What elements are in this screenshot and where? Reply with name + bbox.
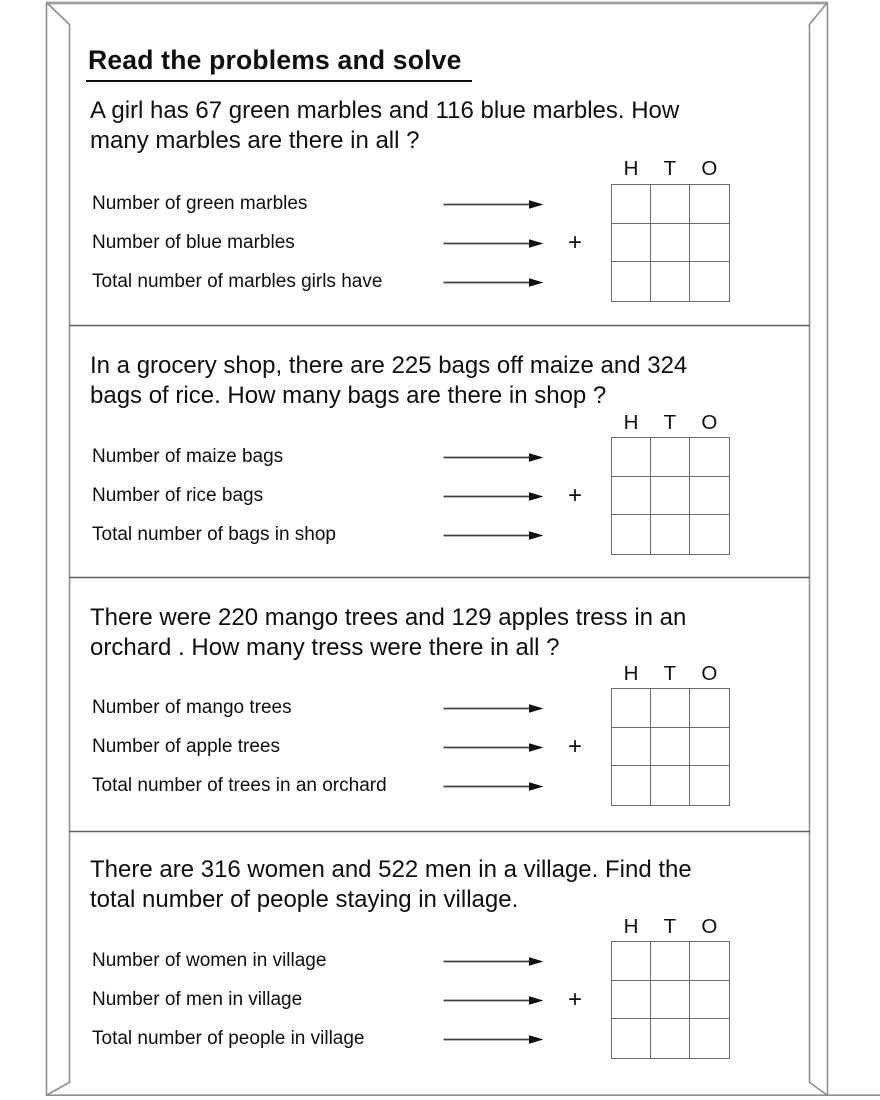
worksheet-row [0,516,880,555]
arrow-icon [443,529,544,542]
grid-cell[interactable] [651,224,690,263]
problem-statement [90,351,687,411]
problem-text-line: many marbles are there in all ? [90,127,420,154]
grid-cell[interactable] [612,224,651,263]
hundreds-label: H [623,915,639,938]
worksheet-row [0,688,880,727]
grid-cell[interactable] [690,262,729,301]
row-label: Total number of trees in an orchard [92,775,387,797]
grid-cell[interactable] [612,1019,651,1058]
row-label: Number of blue marbles [92,231,295,253]
grid-cell[interactable] [690,1019,729,1058]
problem-text-line: bags of rice. How many bags are there in shop ? [90,382,607,409]
grid-cell[interactable] [651,262,690,301]
arrow-icon [443,702,544,715]
place-value-grid [611,941,730,1059]
grid-cell[interactable] [690,438,729,477]
problem-3-section [0,577,880,831]
tens-label: T [663,411,677,434]
grid-cell[interactable] [612,262,651,301]
worksheet-row [0,1020,880,1059]
hundreds-label: H [623,157,639,180]
place-value-header [611,915,730,939]
grid-cell[interactable] [690,224,729,263]
arrow-icon [443,451,544,464]
grid-cell[interactable] [612,438,651,477]
row-label: Total number of bags in shop [92,524,336,546]
worksheet-row [0,437,880,476]
row-label: Number of rice bags [92,484,264,506]
worksheet-row [0,980,880,1019]
arrow-icon [443,994,544,1007]
worksheet-row [0,184,880,223]
row-label: Number of mango trees [92,696,292,718]
row-label: Number of maize bags [92,445,284,467]
problem-4-section [0,831,880,1096]
plus-sign: + [567,228,582,256]
worksheet-row [0,941,880,980]
place-value-header [611,411,730,435]
hundreds-label: H [623,411,639,434]
problem-statement [90,603,686,663]
worksheet-row [0,767,880,806]
grid-cell[interactable] [651,477,690,516]
grid-cell[interactable] [651,981,690,1020]
ones-label: O [701,411,718,434]
arrow-icon [443,237,544,250]
problem-text-line: There are 316 women and 522 men in a village. Find the [90,856,692,883]
worksheet-row [0,727,880,766]
grid-cell[interactable] [690,477,729,516]
arrow-icon [443,741,544,754]
grid-cell[interactable] [651,1019,690,1058]
grid-cell[interactable] [690,728,729,767]
problem-text-line: total number of people staying in village. [90,886,519,913]
grid-cell[interactable] [651,942,690,981]
grid-cell[interactable] [690,185,729,224]
problem-statement [90,855,692,915]
place-value-header [611,157,730,181]
arrow-icon [443,198,544,211]
worksheet-row [0,223,880,262]
problem-text-line: In a grocery shop, there are 225 bags off maize and 324 [90,352,688,379]
grid-cell[interactable] [612,515,651,554]
row-label: Total number of people in village [92,1028,365,1050]
row-label: Total number of marbles girls have [92,271,383,293]
problem-2-section [0,325,880,577]
arrow-icon [443,276,544,289]
arrow-icon [443,780,544,793]
problem-text-line: A girl has 67 green marbles and 116 blue marbles. How [90,97,680,124]
grid-cell[interactable] [690,981,729,1020]
grid-cell[interactable] [651,438,690,477]
arrow-icon [443,1033,544,1046]
row-label: Number of green marbles [92,192,308,214]
problem-text-line: orchard . How many tress were there in all ? [90,634,560,661]
grid-cell[interactable] [612,689,651,728]
place-value-grid [611,184,730,302]
page-title: Read the problems and solve [86,45,472,82]
grid-cell[interactable] [690,689,729,728]
grid-cell[interactable] [612,477,651,516]
tens-label: T [663,662,677,685]
grid-cell[interactable] [690,766,729,805]
grid-cell[interactable] [612,728,651,767]
grid-cell[interactable] [690,942,729,981]
grid-cell[interactable] [651,689,690,728]
worksheet-row [0,263,880,302]
ones-label: O [701,157,718,180]
grid-cell[interactable] [651,515,690,554]
problem-statement [90,96,679,156]
grid-cell[interactable] [651,728,690,767]
plus-sign: + [567,732,582,760]
place-value-header [611,662,730,686]
grid-cell[interactable] [612,942,651,981]
place-value-grid [611,437,730,555]
tens-label: T [663,915,677,938]
problem-1-section [0,0,880,325]
ones-label: O [701,662,718,685]
problem-text-line: There were 220 mango trees and 129 apples tress in an [90,604,687,631]
grid-cell[interactable] [651,766,690,805]
row-label: Number of women in village [92,949,327,971]
place-value-grid [611,688,730,806]
plus-sign: + [567,985,582,1013]
grid-cell[interactable] [690,515,729,554]
grid-cell[interactable] [612,766,651,805]
worksheet-row [0,476,880,515]
grid-cell[interactable] [612,185,651,224]
grid-cell[interactable] [651,185,690,224]
grid-cell[interactable] [612,981,651,1020]
ones-label: O [701,915,718,938]
row-label: Number of apple trees [92,735,280,757]
row-label: Number of men in village [92,988,303,1010]
plus-sign: + [567,481,582,509]
arrow-icon [443,490,544,503]
tens-label: T [663,157,677,180]
arrow-icon [443,955,544,968]
hundreds-label: H [623,662,639,685]
